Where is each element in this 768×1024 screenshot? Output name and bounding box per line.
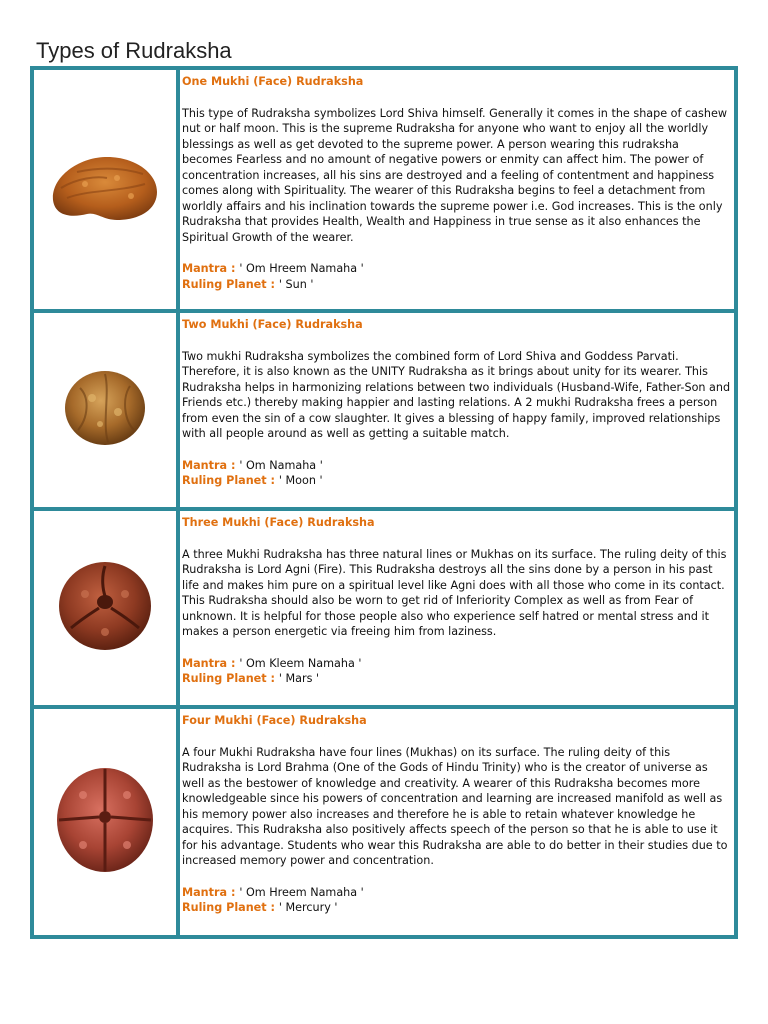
rudraksha-heading: One Mukhi (Face) Rudraksha [182, 75, 364, 88]
mantra-label: Mantra : [182, 458, 240, 472]
planet-value: ' Moon ' [278, 474, 323, 487]
table-row [32, 311, 736, 509]
one-mukhi-bead-image [47, 148, 163, 228]
mantra-line [182, 458, 731, 474]
rudraksha-heading: Four Mukhi (Face) Rudraksha [182, 714, 367, 727]
rudraksha-description: A three Mukhi Rudraksha has three natural lines or Mukhas on its surface. The ruling deity of this Rudraksha is Lord Agni (Fire). This Rudraksha destroys all the sins done by a person in his past life and makes him pure on a spiritual level like Agni does with all those who come in its contact. This Rudraksha should also be worn to get rid of Inferiority Complex as well as from Fear of unknown. It is helpful for those people also who experience self hatred or mental stress and it makes a person energetic via freeing him from laziness. [182, 547, 727, 638]
mantra-line [182, 885, 731, 901]
mantra-line [182, 261, 731, 277]
description-cell [178, 509, 736, 707]
description-cell [178, 311, 736, 509]
mantra-label: Mantra : [182, 885, 240, 899]
planet-line [182, 277, 731, 293]
planet-value: ' Mercury ' [278, 901, 338, 914]
bead-image-cell [32, 311, 178, 509]
rudraksha-description: This type of Rudraksha symbolizes Lord Shiva himself. Generally it comes in the shape of cashew nut or half moon. This is the supreme Rudraksha for anyone who want to enjoy all the worldly blessings as well as get devoted to the supreme power. A person wearing this rudraksha becomes Fearless and no amount of negative powers or enmity can affect him. The power of concentration increases, all his sins are destroyed and a feeling of contentment and happiness comes along with Spirituality. The wearer of this Rudraksha begins to feel a detachment from worldly affairs and his inclination towards the supreme power i.e. God increases. This is the only Rudraksha that provides Health, Wealth and Happiness in true sense as it also enhances the Spiritual Growth of the wearer. [182, 106, 727, 244]
planet-value: ' Sun ' [278, 277, 314, 291]
mantra-line [182, 656, 731, 672]
rudraksha-heading: Three Mukhi (Face) Rudraksha [182, 516, 375, 529]
table-row [32, 509, 736, 707]
planet-value: ' Mars ' [278, 672, 320, 685]
table-row [32, 68, 736, 311]
rudraksha-description: Two mukhi Rudraksha symbolizes the combined form of Lord Shiva and Goddess Parvati. Therefore, it is also known as the UNITY Rudraksha as it brings about unity for its wearer. This Rudraksha helps in harmonizing relations between two individuals (Husband-Wife, Father-Son and Friends etc.) thereby making happier and lasting relations. A 2 mukhi Rudraksha frees a person from even the sin of a cow slaughter. It gives a blessing of happy family, improved relationships with all people around as well as getting a suitable match. [182, 349, 731, 440]
bead-image-cell [32, 707, 178, 937]
four-mukhi-bead-image [53, 765, 157, 875]
mantra-value: ' Om Hreem Namaha ' [239, 885, 364, 899]
table-row [32, 707, 736, 937]
planet-label: Ruling Planet : [182, 474, 279, 487]
planet-line [182, 671, 731, 687]
planet-label: Ruling Planet : [182, 901, 279, 914]
bead-image-cell [32, 68, 178, 311]
planet-line [182, 900, 731, 916]
rudraksha-heading: Two Mukhi (Face) Rudraksha [182, 318, 363, 331]
mantra-label: Mantra : [182, 262, 240, 275]
mantra-label: Mantra : [182, 656, 240, 670]
three-mukhi-bead-image [55, 558, 155, 654]
bead-image-cell [32, 509, 178, 707]
description-cell [178, 68, 736, 311]
mantra-value: ' Om Hreem Namaha ' [239, 262, 364, 275]
mantra-value: ' Om Kleem Namaha ' [239, 656, 362, 670]
description-cell [178, 707, 736, 937]
planet-label: Ruling Planet : [182, 277, 279, 291]
planet-label: Ruling Planet : [182, 672, 279, 685]
rudraksha-description: A four Mukhi Rudraksha have four lines (Mukhas) on its surface. The ruling deity of this Rudraksha is Lord Brahma (One of the Gods of Hindu Trinity) who is the creator of universe as well as the bestower of knowledge and creativity. A wearer of this Rudraksha becomes more knowledgeable since his powers of concentration and learning are increased manifold as well as his memory power also increases and therefore he is able to retain whatever knowledge he acquires. This Rudraksha also positively affects speech of the person so that he is able to use it for his advantage. Students who wear this Rudraksha are able to do better in their studies due to increased memory power and concentration. [182, 745, 728, 867]
mantra-value: ' Om Namaha ' [239, 458, 323, 472]
planet-line [182, 473, 731, 489]
rudraksha-table [30, 66, 738, 939]
two-mukhi-bead-image [60, 368, 150, 448]
page-title: Types of Rudraksha [36, 38, 232, 63]
